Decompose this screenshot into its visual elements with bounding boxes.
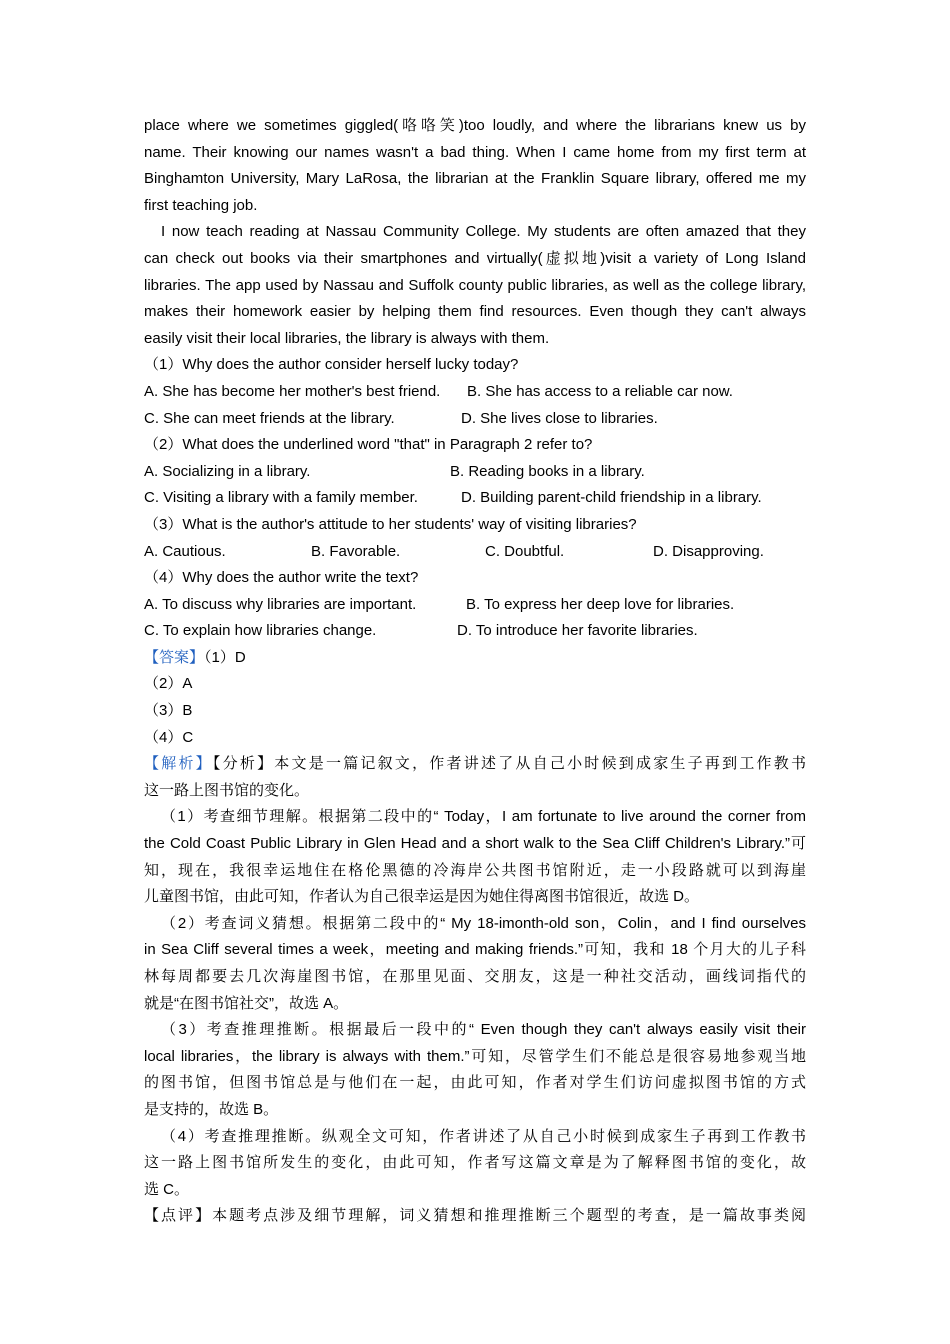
- option-c: C. She can meet friends at the library.: [144, 409, 395, 427]
- answer-line: [144, 645, 806, 672]
- option-row: [144, 592, 806, 619]
- text-line: can check out books via their smartphones and virtually(虚拟地)visit a variety of Long Island: [144, 249, 806, 267]
- question-stem: （2）What does the underlined word "that" in Paragraph 2 refer to?: [144, 436, 593, 454]
- analysis-line: （3）考查推理推断。根据最后一段中的“ Even though they can't always easily visit their: [161, 1021, 806, 1039]
- option-row: [144, 406, 806, 433]
- analysis-section: [144, 751, 806, 1230]
- text-line: name. Their knowing our names wasn't a bad thing. When I came home from my first term at: [144, 143, 806, 161]
- question-4: [144, 565, 806, 645]
- option-d: D. Building parent-child friendship in a library.: [461, 489, 762, 507]
- question-stem: （1）Why does the author consider herself lucky today?: [144, 356, 519, 374]
- option-a: A. She has become her mother's best friend.: [144, 382, 441, 400]
- answer-line: （3）B: [144, 702, 193, 720]
- analysis-line: in Sea Cliff several times a week，meeting and making friends.”可知，我和 18 个月大的儿子科: [144, 941, 806, 959]
- analysis-line: 这一路上图书馆所发生的变化，由此可知，作者写这篇文章是为了解释图书馆的变化，故: [144, 1154, 806, 1172]
- option-row: [144, 539, 806, 566]
- comment-line: 【点评】本题考点涉及细节理解，词义猜想和推理推断三个题型的考查，是一篇故事类阅: [144, 1207, 806, 1225]
- answer-value: （1）D: [204, 648, 246, 666]
- option-row: [144, 379, 806, 406]
- answer-label: 【答案】: [144, 648, 205, 666]
- option-a: A. To discuss why libraries are important.: [144, 595, 417, 613]
- analysis-line: 儿童图书馆，由此可知，作者认为自己很幸运是因为她住得离图书馆很近，故选 D。: [144, 888, 700, 906]
- analysis-line: 的图书馆，但图书馆总是与他们在一起，由此可知，作者对学生们访问虚拟图书馆的方式: [144, 1074, 806, 1092]
- option-d: D. To introduce her favorite libraries.: [457, 622, 698, 640]
- option-row: [144, 485, 806, 512]
- analysis-line: 林每周都要去几次海崖图书馆，在那里见面、交朋友，这是一种社交活动，画线词指代的: [144, 968, 806, 985]
- text-line: libraries. The app used by Nassau and Suffolk county public libraries, as well as the college library,: [144, 276, 806, 294]
- option-c: C. Visiting a library with a family member.: [144, 489, 418, 507]
- option-b: B. Favorable.: [311, 542, 401, 560]
- analysis-line: （2）考查词义猜想。根据第二段中的“ My 18-imonth-old son，Colin，and I find ourselves: [161, 914, 806, 932]
- analysis-line: 是支持的，故选 B。: [144, 1100, 279, 1118]
- analysis-intro-text: 【分析】本文是一篇记叙文，作者讲述了从自己小时候到成家生子再到工作教书: [212, 755, 806, 773]
- option-row: [144, 618, 806, 645]
- analysis-line: 就是“在图书馆社交”，故选 A。: [144, 994, 349, 1012]
- option-a: A. Socializing in a library.: [144, 462, 311, 480]
- text-line: place where we sometimes giggled(咯咯笑)too loudly, and where the librarians knew us by: [144, 117, 806, 134]
- option-c: C. To explain how libraries change.: [144, 622, 377, 640]
- answer-line: （4）C: [144, 728, 194, 746]
- text-line: I now teach reading at Nassau Community College. My students are often amazed that they: [161, 223, 806, 241]
- option-b: B. To express her deep love for libraries.: [466, 595, 735, 613]
- analysis-label: 【解析】: [144, 755, 213, 773]
- analysis-line: 这一路上图书馆的变化。: [144, 781, 310, 799]
- text-line: makes their homework easier by helping them find resources. Even though they can't always: [144, 303, 806, 321]
- analysis-line: the Cold Coast Public Library in Glen Head and a short walk to the Sea Cliff Children's Library.”可: [144, 835, 806, 853]
- answer-line: （2）A: [144, 675, 193, 693]
- analysis-line: [144, 751, 806, 778]
- answer-section: [144, 645, 806, 751]
- analysis-line: local libraries，the library is always with them.”可知，尽管学生们不能总是很容易地参观当地: [144, 1047, 806, 1065]
- option-b: B. She has access to a reliable car now.: [467, 382, 733, 400]
- analysis-line: （4）考查推理推断。纵观全文可知，作者讲述了从自己小时候到成家生子再到工作教书: [161, 1127, 806, 1145]
- passage-paragraph-4: [144, 219, 806, 352]
- option-a: A. Cautious.: [144, 542, 226, 560]
- option-c: C. Doubtful.: [485, 542, 565, 560]
- passage-paragraph-3: [144, 113, 806, 219]
- question-2: [144, 432, 806, 512]
- text-line: easily visit their local libraries, the library is always with them.: [144, 329, 550, 347]
- question-stem: （4）Why does the author write the text?: [144, 569, 419, 587]
- option-b: B. Reading books in a library.: [450, 462, 645, 480]
- option-row: [144, 459, 806, 486]
- question-3: [144, 512, 806, 565]
- analysis-line: （1）考查细节理解。根据第二段中的“ Today，I am fortunate to live around the corner from: [161, 808, 806, 826]
- analysis-line: 知，现在，我很幸运地住在格伦黑德的冷海岸公共图书馆附近，走一小段路就可以到海崖: [144, 861, 806, 879]
- question-stem: （3）What is the author's attitude to her students' way of visiting libraries?: [144, 515, 637, 533]
- option-d: D. She lives close to libraries.: [461, 409, 658, 427]
- question-1: [144, 352, 806, 432]
- text-line: Binghamton University, Mary LaRosa, the librarian at the Franklin Square library, offered me my: [144, 170, 806, 188]
- text-line: first teaching job.: [144, 196, 258, 214]
- document-page: [144, 113, 806, 1230]
- option-d: D. Disapproving.: [653, 542, 764, 560]
- analysis-line: 选 C。: [144, 1180, 190, 1198]
